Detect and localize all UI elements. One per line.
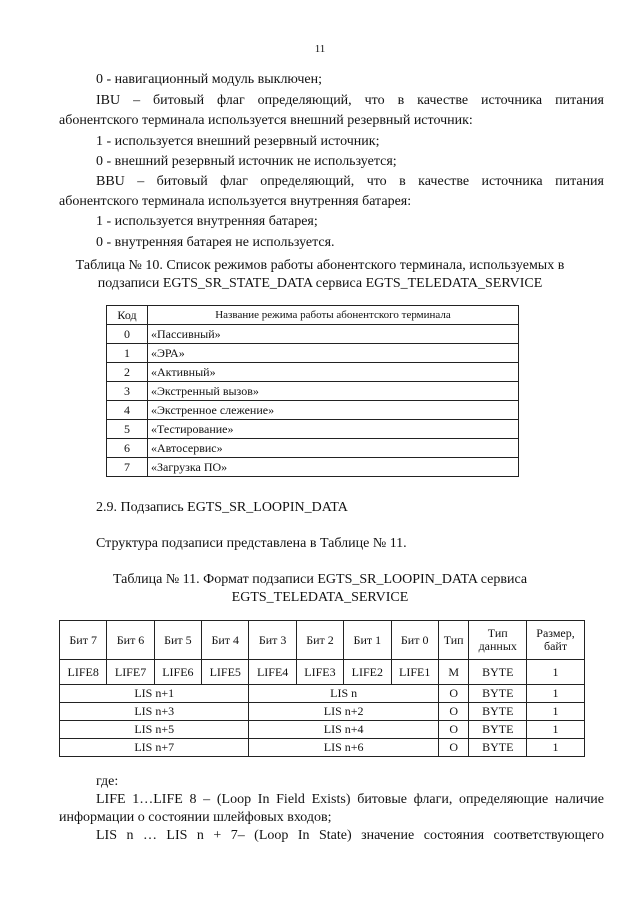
header-datatype-line1: Тип bbox=[487, 626, 508, 640]
intro-line: 0 - внутренняя батарея не используется. bbox=[96, 235, 335, 250]
header-bit0: Бит 0 bbox=[391, 621, 438, 660]
type-cell: O bbox=[438, 703, 469, 721]
table-row bbox=[107, 439, 519, 458]
header-bit3: Бит 3 bbox=[249, 621, 296, 660]
size-cell: 1 bbox=[527, 660, 585, 685]
header-bit7: Бит 7 bbox=[60, 621, 107, 660]
table-row bbox=[60, 739, 585, 757]
life-flag-cell: LIFE3 bbox=[296, 660, 343, 685]
lis-low-cell: LIS n+6 bbox=[249, 739, 438, 757]
mode-code: 5 bbox=[107, 420, 148, 439]
lis-low-cell: LIS n+4 bbox=[249, 721, 438, 739]
mode-code: 4 bbox=[107, 401, 148, 420]
header-bit2: Бит 2 bbox=[296, 621, 343, 660]
lis-high-cell: LIS n+3 bbox=[60, 703, 249, 721]
life-flag-cell: LIFE5 bbox=[202, 660, 249, 685]
header-bit5: Бит 5 bbox=[154, 621, 201, 660]
table11-caption: Таблица № 11. Формат подзаписи EGTS_SR_LOOPIN_DATA сервиса bbox=[112, 572, 528, 587]
header-bit4: Бит 4 bbox=[202, 621, 249, 660]
where-label: где: bbox=[96, 774, 119, 789]
size-cell: 1 bbox=[527, 703, 585, 721]
header-code: Код bbox=[107, 306, 148, 325]
mode-name: «Пассивный» bbox=[148, 325, 519, 344]
lis-low-cell: LIS n bbox=[249, 685, 438, 703]
table-row bbox=[107, 420, 519, 439]
datatype-cell: BYTE bbox=[469, 721, 527, 739]
table-row bbox=[60, 685, 585, 703]
lis-high-cell: LIS n+7 bbox=[60, 739, 249, 757]
table-header-row bbox=[60, 621, 585, 660]
structure-text: Структура подзаписи представлена в Таблице № 11. bbox=[96, 536, 407, 551]
lis-high-cell: LIS n+1 bbox=[60, 685, 249, 703]
table-row bbox=[107, 344, 519, 363]
table-row bbox=[107, 458, 519, 477]
intro-line: 1 - используется внутренняя батарея; bbox=[96, 214, 318, 229]
type-cell: O bbox=[438, 685, 469, 703]
mode-name: «Тестирование» bbox=[148, 420, 519, 439]
header-size-line1: Размер, bbox=[536, 626, 575, 640]
size-cell: 1 bbox=[527, 685, 585, 703]
table-row bbox=[107, 363, 519, 382]
mode-name: «Экстренное слежение» bbox=[148, 401, 519, 420]
header-size bbox=[527, 621, 585, 660]
mode-name: «Загрузка ПО» bbox=[148, 458, 519, 477]
table10-caption: Таблица № 10. Список режимов работы абонентского терминала, используемых в bbox=[75, 258, 565, 273]
mode-code: 7 bbox=[107, 458, 148, 477]
table-row bbox=[107, 325, 519, 344]
datatype-cell: BYTE bbox=[469, 703, 527, 721]
outro-line: информации о состоянии шлейфовых входов; bbox=[59, 810, 332, 825]
mode-code: 3 bbox=[107, 382, 148, 401]
intro-line: 0 - навигационный модуль выключен; bbox=[96, 72, 322, 87]
life-flag-cell: LIFE8 bbox=[60, 660, 107, 685]
type-cell: O bbox=[438, 721, 469, 739]
header-datatype-line2: данных bbox=[478, 639, 517, 653]
header-bit1: Бит 1 bbox=[344, 621, 391, 660]
life-flag-cell: LIFE1 bbox=[391, 660, 438, 685]
table-row bbox=[107, 382, 519, 401]
intro-line: IBU – битовый флаг определяющий, что в качестве источника питания bbox=[96, 93, 604, 108]
type-cell: M bbox=[438, 660, 469, 685]
table-row bbox=[60, 721, 585, 739]
datatype-cell: BYTE bbox=[469, 660, 527, 685]
intro-line: 1 - используется внешний резервный источник; bbox=[96, 134, 380, 149]
table-row bbox=[60, 660, 585, 685]
intro-line: абонентского терминала используется внутренняя батарея: bbox=[59, 194, 412, 209]
header-type: Тип bbox=[438, 621, 469, 660]
section-heading: 2.9. Подзапись EGTS_SR_LOOPIN_DATA bbox=[96, 500, 348, 515]
mode-name: «ЭРА» bbox=[148, 344, 519, 363]
life-flag-cell: LIFE6 bbox=[154, 660, 201, 685]
mode-code: 2 bbox=[107, 363, 148, 382]
table-row bbox=[60, 703, 585, 721]
header-size-line2: байт bbox=[543, 639, 568, 653]
intro-line: 0 - внешний резервный источник не используется; bbox=[96, 154, 397, 169]
table10-caption: подзаписи EGTS_SR_STATE_DATA сервиса EGTS_TELEDATA_SERVICE bbox=[97, 276, 543, 291]
header-bit6: Бит 6 bbox=[107, 621, 154, 660]
table-header-row bbox=[107, 306, 519, 325]
mode-name: «Экстренный вызов» bbox=[148, 382, 519, 401]
size-cell: 1 bbox=[527, 721, 585, 739]
intro-line: BBU – битовый флаг определяющий, что в качестве источника питания bbox=[96, 174, 604, 189]
header-datatype bbox=[469, 621, 527, 660]
table11-caption: EGTS_TELEDATA_SERVICE bbox=[231, 590, 409, 605]
life-flag-cell: LIFE7 bbox=[107, 660, 154, 685]
lis-high-cell: LIS n+5 bbox=[60, 721, 249, 739]
life-flag-cell: LIFE2 bbox=[344, 660, 391, 685]
size-cell: 1 bbox=[527, 739, 585, 757]
mode-name: «Автосервис» bbox=[148, 439, 519, 458]
life-flag-cell: LIFE4 bbox=[249, 660, 296, 685]
type-cell: O bbox=[438, 739, 469, 757]
mode-code: 0 bbox=[107, 325, 148, 344]
loopin-format-table bbox=[59, 620, 585, 757]
page-number: 11 bbox=[314, 43, 326, 55]
modes-table bbox=[106, 305, 519, 477]
datatype-cell: BYTE bbox=[469, 739, 527, 757]
outro-line: LIFE 1…LIFE 8 – (Loop In Field Exists) битовые флаги, определяющие наличие bbox=[96, 792, 604, 807]
header-mode-name: Название режима работы абонентского терминала bbox=[148, 306, 519, 325]
intro-line: абонентского терминала используется внешний резервный источник: bbox=[59, 113, 473, 128]
datatype-cell: BYTE bbox=[469, 685, 527, 703]
outro-line: LIS n … LIS n + 7– (Loop In State) значение состояния соответствующего bbox=[96, 828, 604, 843]
table-row bbox=[107, 401, 519, 420]
mode-code: 6 bbox=[107, 439, 148, 458]
mode-code: 1 bbox=[107, 344, 148, 363]
lis-low-cell: LIS n+2 bbox=[249, 703, 438, 721]
mode-name: «Активный» bbox=[148, 363, 519, 382]
